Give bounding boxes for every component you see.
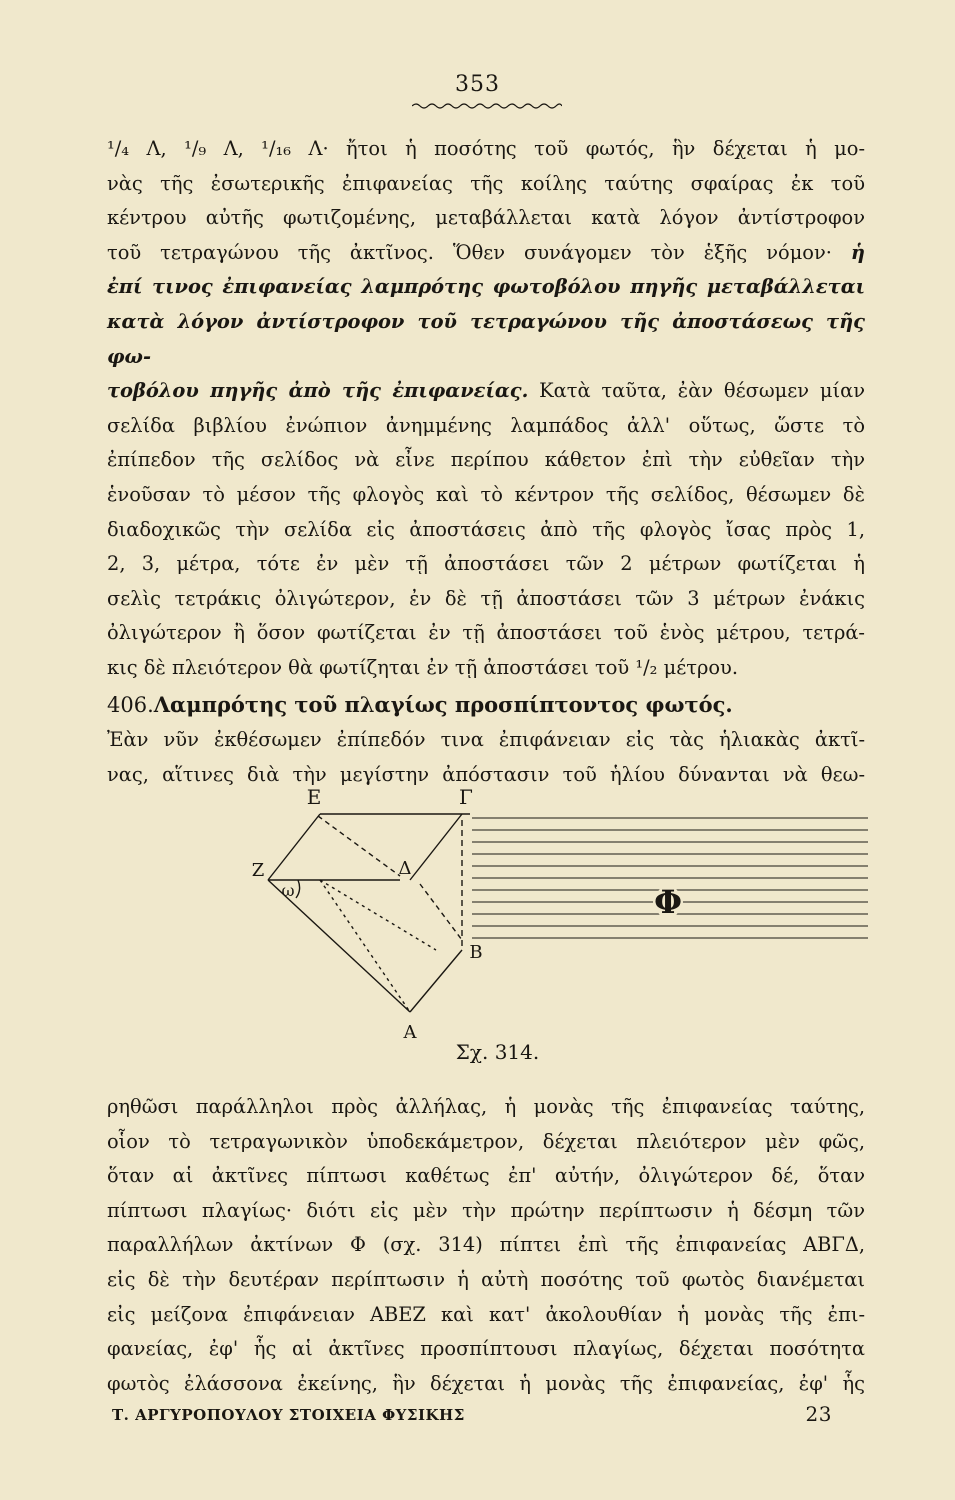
text-line: [107, 374, 865, 409]
text-line: νὰς τῆς ἐσωτερικῆς ἐπιφανείας τῆς κοίλης ταύτης σφαίρας ἐκ τοῦ: [107, 171, 865, 195]
text-span: τοῦ τετραγώνου τῆς ἀκτῖνος. Ὅθεν συνάγομεν τὸν ἑξῆς νόμον·: [107, 240, 832, 264]
law-italic-line: ἐπί τινος ἐπιφανείας λαμπρότης φωτοβόλου πηγῆς μεταβάλλεται: [107, 275, 865, 299]
text-line: ρηθῶσι παράλληλοι πρὸς ἀλλήλας, ἡ μονὰς τῆς ἐπιφανείας ταύτης,: [107, 1095, 865, 1118]
law-italic-end: τοβόλου πηγῆς ἀπὸ τῆς ἐπιφανείας.: [107, 379, 529, 403]
text-line: σελίδα βιβλίου ἐνώπιον ἀνημμένης λαμπάδος ἀλλ' οὕτως, ὥστε τὸ: [107, 413, 865, 437]
label-phi: Φ: [654, 883, 682, 921]
text-line: εἰς δὲ τὴν δευτέραν περίπτωσιν ἡ αὐτὴ ποσότης τοῦ φωτὸς διανέμεται: [107, 1267, 865, 1291]
text-line: κέντρου αὐτῆς φωτιζομένης, μεταβάλλεται κατὰ λόγον ἀντίστροφον: [107, 206, 865, 230]
label-omega: ω: [281, 881, 295, 900]
section-number: 406.: [107, 692, 154, 717]
text-line: ὅταν αἱ ἀκτῖνες πίπτωσι καθέτως ἐπ' αὐτήν, ὀλιγώτερον δέ, ὅταν: [107, 1164, 865, 1188]
text-line: ¹/₄ Λ, ¹/₉ Λ, ¹/₁₆ Λ· ἤτοι ἡ ποσότης τοῦ φωτός, ἣν δέχεται ἡ μο-: [107, 137, 865, 160]
text-line: φανείας, ἐφ' ἧς αἱ ἀκτῖνες προσπίπτουσι πλαγίως, δέχεται ποσότητα: [107, 1337, 865, 1361]
section-heading: [107, 688, 865, 724]
text-line: σελὶς τετράκις ὀλιγώτερον, ἐν δὲ τῇ ἀποστάσει τῶν 3 μέτρων ἐνάκις: [107, 586, 865, 610]
text-line: 2, 3, μέτρα, τότε ἐν μὲν τῇ ἀποστάσει τῶν 2 μέτρων φωτίζεται ἡ: [107, 552, 865, 576]
figure-diagram: [240, 780, 880, 1070]
text-line: νας, αἵτινες διὰ τὴν μεγίστην ἀπόστασιν τοῦ ἡλίου δύνανται νὰ θεω-: [107, 762, 865, 786]
body-text-top: [107, 132, 865, 792]
text-line: φωτὸς ἐλάσσονα ἐκείνης, ἣν δέχεται ἡ μονὰς τῆς ἐπιφανείας, ἐφ' ἧς: [107, 1371, 865, 1395]
label-e: Ε: [306, 785, 322, 809]
page-footer: [112, 1402, 832, 1426]
footer-title: Τ. ΑΡΓΥΡΟΠΟΥΛΟΥ ΣΤΟΙΧΕΙΑ ΦΥΣΙΚΗΣ: [112, 1406, 465, 1424]
text-line: κις δὲ πλειότερον θὰ φωτίζηται ἐν τῇ ἀποστάσει τοῦ ¹/₂ μέτρου.: [107, 655, 738, 679]
ornament-rule: [412, 100, 562, 112]
signature-number: 23: [805, 1402, 832, 1426]
label-d: Δ: [398, 858, 412, 879]
label-z: Ζ: [251, 860, 265, 881]
body-text-bottom: [107, 1090, 865, 1401]
page-number: 353: [455, 72, 500, 97]
text-line: παραλλήλων ἀκτίνων Φ (σχ. 314) πίπτει ἐπὶ τῆς ἐπιφανείας ΑΒΓΔ,: [107, 1233, 865, 1257]
text-line: πίπτωσι πλαγίως· διότι εἰς μὲν τὴν πρώτην περίπτωσιν ἡ δέσμη τῶν: [107, 1198, 865, 1222]
text-line: οἷον τὸ τετραγωνικὸν ὑποδεκάμετρον, δέχεται πλειότερον μὲν φῶς,: [107, 1129, 865, 1153]
text-span: Κατὰ ταῦτα, ἐὰν θέσωμεν μίαν: [539, 379, 865, 403]
label-b: Β: [469, 942, 483, 963]
text-line: ἐπίπεδον τῆς σελίδος νὰ εἶνε περίπου κάθετον ἐπὶ τὴν εὐθεῖαν τὴν: [107, 448, 865, 472]
text-line: ἑνοῦσαν τὸ μέσον τῆς φλογὸς καὶ τὸ κέντρον τῆς σελίδος, θέσωμεν δὲ: [107, 482, 865, 506]
label-g: Γ: [459, 785, 473, 809]
law-italic-start: ἡ: [850, 240, 865, 264]
label-a: Α: [403, 1022, 417, 1043]
text-line: [107, 236, 865, 271]
text-line: ὀλιγώτερον ἢ ὅσον φωτίζεται ἐν τῇ ἀποστάσει τοῦ ἑνὸς μέτρου, τετρά-: [107, 621, 865, 645]
figure-314: [240, 780, 880, 1070]
law-italic-line: κατὰ λόγον ἀντίστροφον τοῦ τετραγώνου τῆς ἀποστάσεως τῆς φω-: [107, 309, 865, 368]
text-line: διαδοχικῶς τὴν σελίδα εἰς ἀποστάσεις ἀπὸ τῆς φλογὸς ἴσας πρὸς 1,: [107, 517, 865, 541]
text-line: Ἐὰν νῦν ἐκθέσωμεν ἐπίπεδόν τινα ἐπιφάνειαν εἰς τὰς ἡλιακὰς ἀκτῖ-: [107, 728, 865, 752]
figure-caption: Σχ. 314.: [455, 1040, 540, 1064]
section-title: Λαμπρότης τοῦ πλαγίως προσπίπτοντος φωτός.: [153, 691, 733, 717]
text-line: εἰς μείζονα ἐπιφάνειαν ΑΒΕΖ καὶ κατ' ἀκολουθίαν ἡ μονὰς τῆς ἐπι-: [107, 1302, 865, 1326]
